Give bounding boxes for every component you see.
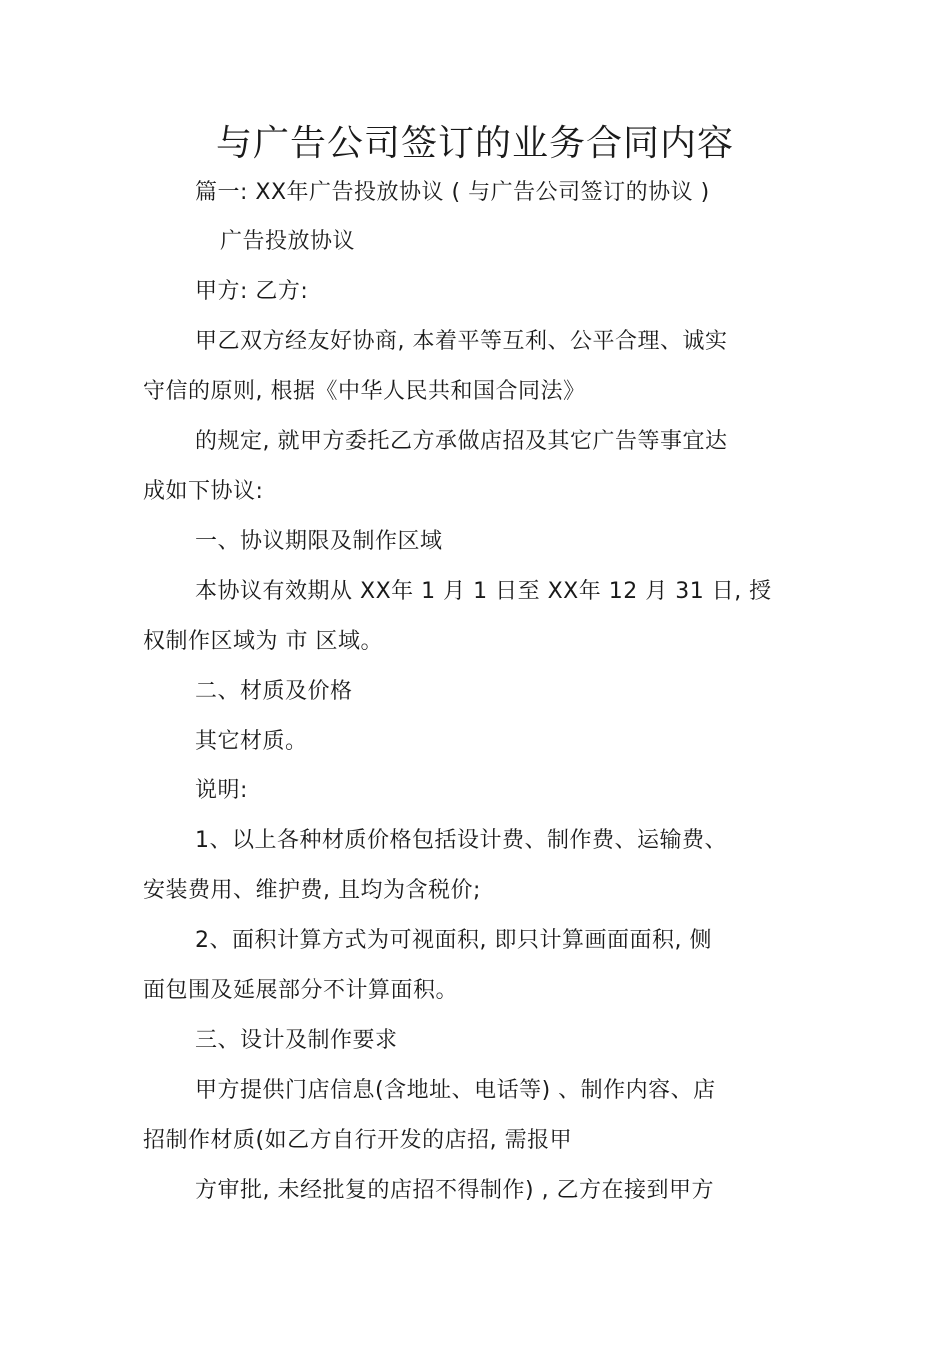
document-title: 与广告公司签订的业务合同内容 — [215, 123, 734, 164]
paragraph-line: 招制作材质(如乙方自行开发的店招, 需报甲 — [143, 1128, 573, 1153]
paragraph-line: 说明: — [195, 778, 248, 803]
paragraph-line: 甲方提供门店信息(含地址、电话等) 、制作内容、店 — [195, 1078, 716, 1103]
paragraph-line: 面包围及延展部分不计算面积。 — [143, 978, 459, 1003]
section-heading-1: 篇一: XX年广告投放协议 ( 与广告公司签订的协议 ) — [195, 180, 710, 205]
section-heading: 三、设计及制作要求 — [195, 1028, 398, 1053]
paragraph-line: 甲乙双方经友好协商, 本着平等互利、公平合理、诚实 — [195, 329, 728, 354]
parties-line: 甲方: 乙方: — [195, 279, 309, 304]
paragraph-line: 方审批, 未经批复的店招不得制作) , 乙方在接到甲方 — [195, 1178, 715, 1203]
paragraph-line: 本协议有效期从 XX年 1 月 1 日至 XX年 12 月 31 日, 授 — [195, 579, 772, 604]
paragraph-line: 守信的原则, 根据《中华人民共和国合同法》 — [143, 379, 586, 404]
paragraph-line: 2、面积计算方式为可视面积, 即只计算画面面积, 侧 — [195, 928, 712, 953]
paragraph-line: 的规定, 就甲方委托乙方承做店招及其它广告等事宜达 — [195, 429, 728, 454]
paragraph-line: 权制作区域为 市 区域。 — [143, 629, 383, 654]
paragraph-line: 成如下协议: — [143, 479, 264, 504]
section-heading: 二、材质及价格 — [195, 679, 353, 704]
agreement-title: 广告投放协议 — [220, 229, 356, 254]
paragraph-line: 安装费用、维护费, 且均为含税价; — [143, 878, 481, 903]
paragraph-line: 其它材质。 — [195, 729, 308, 754]
paragraph-line: 1、以上各种材质价格包括设计费、制作费、运输费、 — [195, 828, 727, 853]
section-heading: 一、协议期限及制作区域 — [195, 529, 443, 554]
